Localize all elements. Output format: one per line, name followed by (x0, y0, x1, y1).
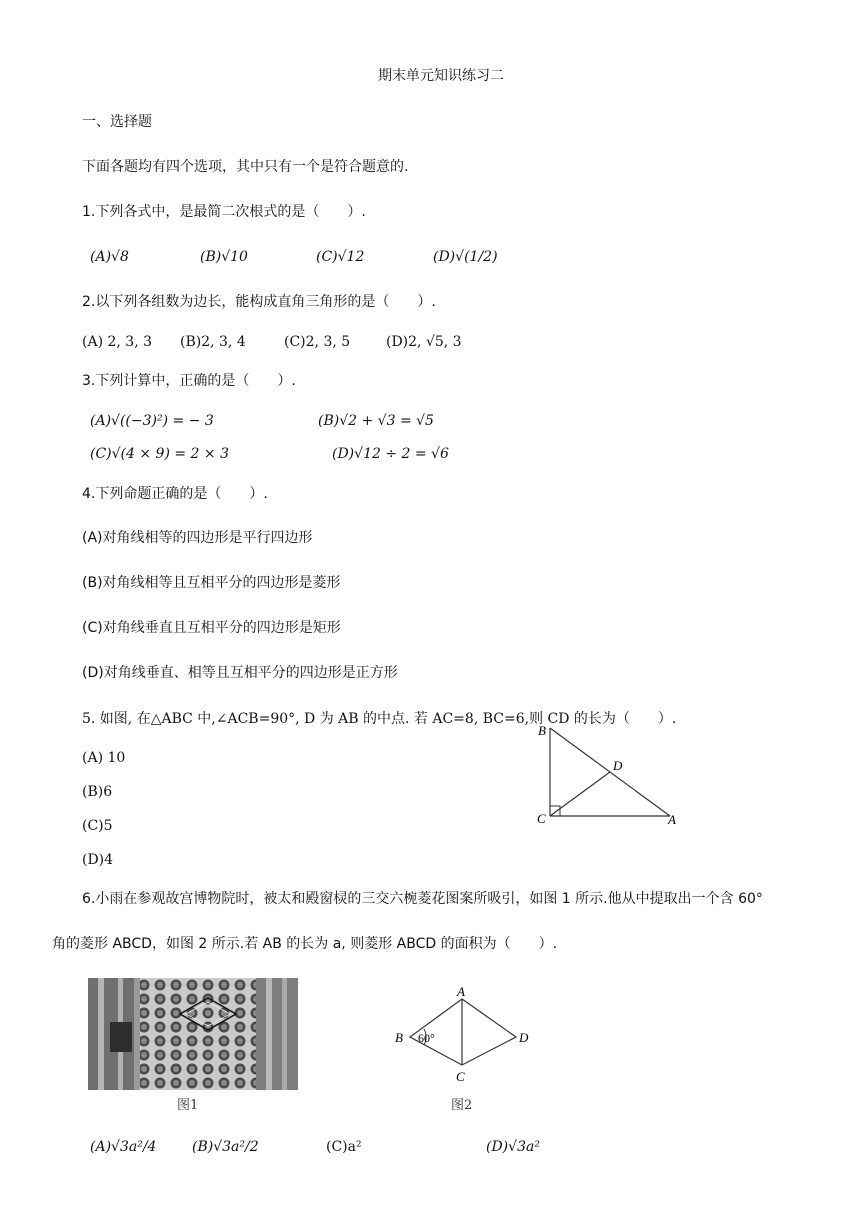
label-d: D (613, 758, 623, 773)
figure-1-caption: 图1 (177, 1098, 199, 1113)
question-1-stem: 1.下列各式中，是最简二次根式的是（ ）. (82, 204, 366, 220)
label-b: B (395, 1030, 403, 1045)
question-3-option-c: (C)√(4 × 9) = 2 × 3 (90, 446, 230, 462)
question-4-option-b: (B)对角线相等且互相平分的四边形是菱形 (82, 575, 341, 591)
question-4-stem: 4.下列命题正确的是（ ）. (82, 486, 268, 502)
question-4-option-d: (D)对角线垂直、相等且互相平分的四边形是正方形 (82, 665, 398, 681)
label-a: A (668, 812, 676, 827)
question-5-option-b: (B)6 (82, 784, 113, 800)
question-6-stem-line2: 角的菱形 ABCD，如图 2 所示.若 AB 的长为 a, 则菱形 ABCD 的面积为（ ）. (52, 936, 558, 952)
question-6-option-c: (C)a² (326, 1139, 362, 1155)
question-2-stem: 2.以下列各组数为边长，能构成直角三角形的是（ ）. (82, 294, 436, 310)
figure-2-caption: 图2 (451, 1098, 473, 1113)
question-3-stem: 3.下列计算中，正确的是（ ）. (82, 373, 296, 389)
question-1-option-b: (B)√10 (200, 249, 248, 265)
question-5-stem: 5. 如图, 在△ABC 中,∠ACB=90°, D 为 AB 的中点. 若 AC=8, BC=6,则 CD 的长为（ ）. (82, 711, 677, 727)
question-4-option-c: (C)对角线垂直且互相平分的四边形是矩形 (82, 620, 341, 636)
question-2-option-c: (C)2, 3, 5 (284, 334, 351, 350)
question-1-option-c: (C)√12 (316, 249, 365, 265)
question-5-option-d: (D)4 (82, 852, 114, 868)
instruction: 下面各题均有四个选项，其中只有一个是符合题意的. (82, 159, 409, 175)
question-2-option-a: (A) 2, 3, 3 (82, 334, 153, 350)
label-c: C (456, 1069, 465, 1084)
page-title: 期末单元知识练习二 (378, 68, 504, 84)
label-d: D (519, 1030, 529, 1045)
question-6-option-a: (A)√3a²/4 (90, 1139, 157, 1155)
label-a: A (457, 985, 465, 999)
question-6-option-b: (B)√3a²/2 (192, 1139, 259, 1155)
question-1-option-d: (D)√(1/2) (433, 249, 498, 265)
question-2-option-b: (B)2, 3, 4 (180, 334, 246, 350)
question-6-stem-line1: 6.小雨在参观故宫博物院时，被太和殿窗棂的三交六椀菱花图案所吸引，如图 1 所示.他从中提取出一个含 60° (82, 891, 763, 907)
rhombus-figure (388, 985, 548, 1090)
label-c: C (537, 811, 546, 826)
question-4-option-a: (A)对角线相等的四边形是平行四边形 (82, 530, 313, 546)
question-5-option-c: (C)5 (82, 818, 113, 834)
question-2-option-d: (D)2, √5, 3 (386, 334, 462, 350)
triangle-figure (530, 718, 690, 830)
question-1-option-a: (A)√8 (90, 249, 129, 265)
segment-cd (550, 772, 610, 816)
question-3-option-a: (A)√((−3)²) = − 3 (90, 413, 214, 429)
question-5-option-a: (A) 10 (82, 750, 126, 766)
angle-label: 60° (418, 1031, 435, 1045)
window-lattice-photo (88, 978, 298, 1090)
section-heading: 一、选择题 (82, 114, 152, 130)
label-b: B (538, 723, 546, 738)
question-3-option-b: (B)√2 + √3 = √5 (318, 413, 434, 429)
question-6-option-d: (D)√3a² (486, 1139, 540, 1155)
question-3-option-d: (D)√12 ÷ 2 = √6 (332, 446, 449, 462)
